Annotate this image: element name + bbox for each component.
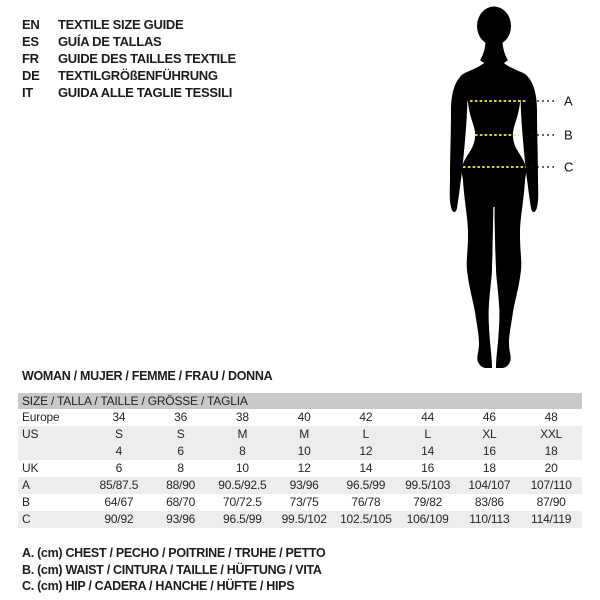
row-label-cell: C (22, 512, 31, 526)
legend-line: B. (cm) WAIST / CINTURA / TAILLE / HÜFTUNG / VITA (22, 562, 322, 577)
woman-silhouette-svg (440, 0, 600, 375)
value-cell: 16 (421, 461, 435, 475)
table-row (18, 511, 582, 528)
value-cell: 4 (115, 444, 123, 458)
language-row (22, 67, 236, 84)
row-label-cell: A (22, 478, 30, 492)
table-row (18, 426, 582, 443)
value-cell: M (237, 427, 248, 441)
value-cell: 18 (544, 444, 558, 458)
value-cell: 10 (297, 444, 311, 458)
measurement-legend (22, 545, 325, 595)
size-table-body (18, 409, 582, 528)
value-cell: 42 (359, 410, 373, 424)
table-row (18, 460, 582, 477)
value-cell: 18 (482, 461, 496, 475)
row-label-cell: US (22, 427, 39, 441)
table-row (18, 494, 582, 511)
language-label: TEXTILE SIZE GUIDE (58, 17, 184, 32)
language-label: GUÍA DE TALLAS (58, 34, 162, 49)
language-label: GUIDE DES TAILLES TEXTILE (58, 51, 236, 66)
value-cell: 70/72.5 (223, 495, 262, 509)
legend-line: C. (cm) HIP / CADERA / HANCHE / HÜFTE / HIPS (22, 579, 295, 593)
value-cell: 99.5/102 (281, 512, 327, 526)
language-code: FR (22, 51, 39, 66)
value-cell: 106/109 (406, 512, 449, 526)
value-cell: 104/107 (468, 478, 511, 492)
language-list (22, 16, 236, 101)
value-cell: 107/110 (530, 478, 572, 492)
marker-label-c: C (564, 159, 574, 175)
value-cell: 76/78 (351, 495, 381, 509)
language-code: ES (22, 34, 39, 49)
value-cell: 38 (235, 410, 249, 424)
language-label: GUIDA ALLE TAGLIE TESSILI (58, 85, 233, 100)
marker-label-a: A (564, 93, 573, 109)
value-cell: 14 (421, 444, 435, 458)
value-cell: 87/90 (536, 495, 566, 509)
value-cell: 96.5/99 (346, 478, 386, 492)
legend-line: A. (cm) CHEST / PECHO / POITRINE / TRUHE / PETTO (22, 546, 326, 560)
value-cell: M (299, 427, 310, 441)
value-cell: 114/119 (531, 512, 572, 526)
size-figure (440, 0, 600, 375)
value-cell: S (176, 427, 185, 441)
row-label-cell: UK (22, 461, 39, 475)
section-title: WOMAN / MUJER / FEMME / FRAU / DONNA (22, 369, 273, 383)
value-cell: 12 (297, 461, 311, 475)
size-table (18, 393, 582, 528)
value-cell: 12 (359, 444, 373, 458)
value-cell: 14 (359, 461, 373, 475)
value-cell: 6 (177, 444, 184, 458)
language-row (22, 33, 236, 50)
value-cell: 8 (177, 461, 184, 475)
value-cell: 88/90 (166, 478, 196, 492)
row-label-cell (18, 443, 88, 460)
value-cell: 93/96 (166, 512, 196, 526)
size-table-header: SIZE / TALLA / TAILLE / GRÖSSE / TAGLIA (18, 393, 582, 409)
language-code: DE (22, 68, 40, 83)
value-cell: 64/67 (104, 495, 134, 509)
value-cell: 83/86 (474, 495, 504, 509)
value-cell: 90/92 (104, 512, 134, 526)
row-label-cell: Europe (22, 410, 60, 424)
value-cell: 85/87.5 (99, 478, 139, 492)
language-row (22, 16, 236, 33)
row-label-cell: B (22, 495, 30, 509)
value-cell: S (114, 427, 123, 441)
woman-silhouette (450, 7, 539, 369)
value-cell: XXL (540, 427, 563, 441)
value-cell: 8 (239, 444, 246, 458)
value-cell: L (362, 427, 370, 441)
language-label: TEXTILGRÖßENFÜHRUNG (58, 68, 218, 83)
value-cell: 110/113 (469, 512, 510, 526)
value-cell: 48 (544, 410, 558, 424)
value-cell: 16 (482, 444, 496, 458)
table-row (18, 477, 582, 494)
language-row (22, 50, 236, 67)
table-row (18, 409, 582, 426)
value-cell: 68/70 (166, 495, 196, 509)
value-cell: 93/96 (289, 478, 319, 492)
value-cell: 102.5/105 (340, 512, 392, 526)
value-cell: 99.5/103 (405, 478, 451, 492)
language-code: EN (22, 17, 40, 32)
value-cell: 20 (544, 461, 558, 475)
value-cell: 73/75 (289, 495, 319, 509)
value-cell: 40 (297, 410, 311, 424)
value-cell: 10 (235, 461, 249, 475)
value-cell: 96.5/99 (223, 512, 262, 526)
value-cell: 44 (421, 410, 435, 424)
language-code: IT (22, 85, 33, 100)
value-cell: 79/82 (413, 495, 443, 509)
language-row (22, 84, 236, 101)
value-cell: 90.5/92.5 (218, 478, 267, 492)
value-cell: XL (482, 427, 497, 441)
value-cell: 34 (112, 410, 126, 424)
value-cell: L (424, 427, 431, 441)
value-cell: 6 (115, 461, 123, 475)
value-cell: 46 (482, 410, 496, 424)
marker-label-b: B (564, 127, 573, 143)
table-row (18, 443, 582, 460)
value-cell: 36 (174, 410, 188, 424)
